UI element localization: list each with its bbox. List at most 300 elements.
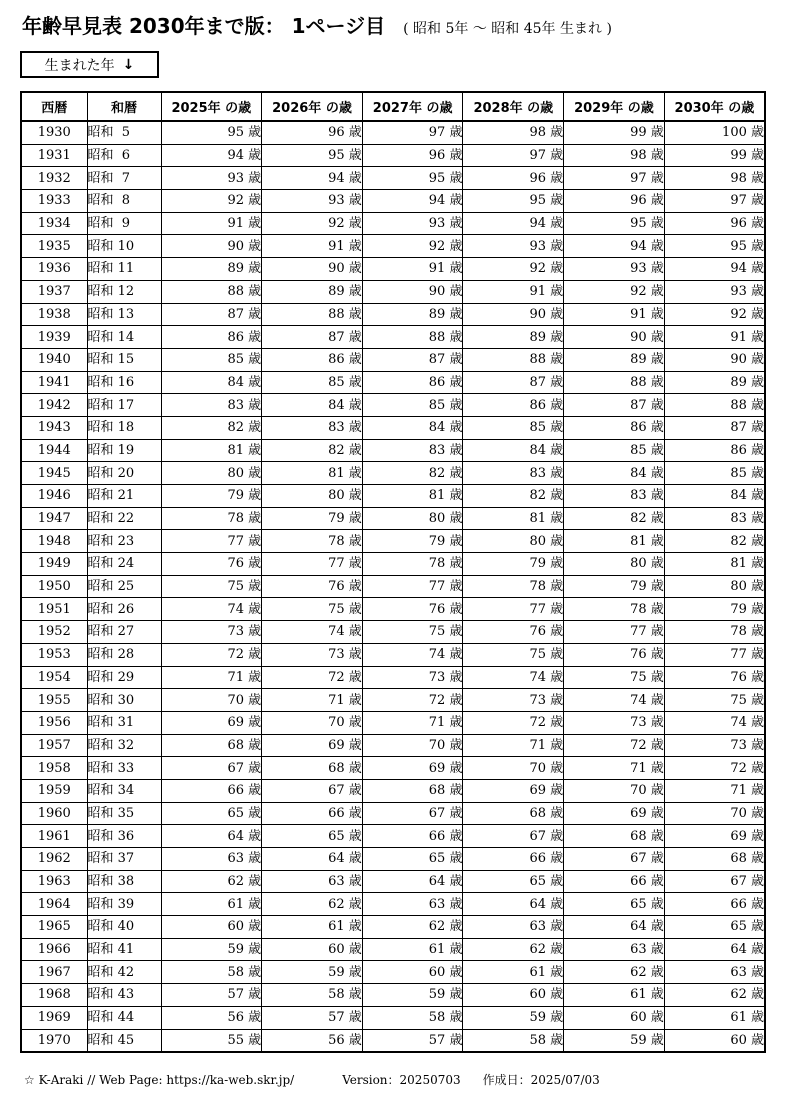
age-2025-cell: 84 歳 xyxy=(161,371,262,394)
western-year-cell: 1959 xyxy=(21,779,87,802)
age-2028-cell: 79 歳 xyxy=(463,553,564,576)
age-2029-cell: 72 歳 xyxy=(564,734,665,757)
age-2029-cell: 71 歳 xyxy=(564,757,665,780)
age-2027-cell: 64 歳 xyxy=(362,870,463,893)
age-2030-cell: 94 歳 xyxy=(664,258,765,281)
age-2027-cell: 78 歳 xyxy=(362,553,463,576)
table-row xyxy=(21,598,765,621)
age-2029-cell: 73 歳 xyxy=(564,711,665,734)
age-2029-cell: 80 歳 xyxy=(564,553,665,576)
age-2027-cell: 68 歳 xyxy=(362,779,463,802)
age-2026-cell: 65 歳 xyxy=(262,825,363,848)
western-year-cell: 1930 xyxy=(21,121,87,144)
japanese-era-cell: 昭和 7 xyxy=(87,167,161,190)
age-2026-cell: 86 歳 xyxy=(262,348,363,371)
footer-author: ☆ K-Araki // Web Page: https://ka-web.skr.jp/ xyxy=(24,1073,295,1087)
age-2030-cell: 78 歳 xyxy=(664,621,765,644)
age-2026-cell: 56 歳 xyxy=(262,1029,363,1052)
table-row xyxy=(21,575,765,598)
age-2026-cell: 77 歳 xyxy=(262,553,363,576)
age-2028-cell: 88 歳 xyxy=(463,348,564,371)
age-2026-cell: 71 歳 xyxy=(262,689,363,712)
age-2030-cell: 95 歳 xyxy=(664,235,765,258)
western-year-cell: 1942 xyxy=(21,394,87,417)
age-2028-cell: 83 歳 xyxy=(463,462,564,485)
age-2027-cell: 62 歳 xyxy=(362,916,463,939)
age-2029-cell: 63 歳 xyxy=(564,938,665,961)
age-2025-cell: 91 歳 xyxy=(161,212,262,235)
age-2030-cell: 65 歳 xyxy=(664,916,765,939)
table-row xyxy=(21,439,765,462)
japanese-era-cell: 昭和 12 xyxy=(87,280,161,303)
age-2026-cell: 78 歳 xyxy=(262,530,363,553)
age-2027-cell: 73 歳 xyxy=(362,666,463,689)
japanese-era-cell: 昭和 44 xyxy=(87,1006,161,1029)
japanese-era-cell: 昭和 6 xyxy=(87,144,161,167)
age-2028-cell: 72 歳 xyxy=(463,711,564,734)
age-2029-cell: 82 歳 xyxy=(564,507,665,530)
age-2028-cell: 68 歳 xyxy=(463,802,564,825)
table-row xyxy=(21,893,765,916)
japanese-era-cell: 昭和 33 xyxy=(87,757,161,780)
age-2027-cell: 88 歳 xyxy=(362,326,463,349)
age-2025-cell: 58 歳 xyxy=(161,961,262,984)
col-header-2026: 2026年 の歳 xyxy=(262,92,363,121)
age-2030-cell: 82 歳 xyxy=(664,530,765,553)
age-2030-cell: 84 歳 xyxy=(664,485,765,508)
table-body xyxy=(21,121,765,1052)
footer-version: Version：20250703 xyxy=(342,1073,461,1087)
table-row xyxy=(21,961,765,984)
western-year-cell: 1937 xyxy=(21,280,87,303)
age-2028-cell: 93 歳 xyxy=(463,235,564,258)
age-2030-cell: 90 歳 xyxy=(664,348,765,371)
age-2030-cell: 80 歳 xyxy=(664,575,765,598)
age-2028-cell: 97 歳 xyxy=(463,144,564,167)
age-2028-cell: 73 歳 xyxy=(463,689,564,712)
age-2028-cell: 98 歳 xyxy=(463,121,564,144)
age-2025-cell: 76 歳 xyxy=(161,553,262,576)
table-row xyxy=(21,280,765,303)
age-2025-cell: 75 歳 xyxy=(161,575,262,598)
age-2025-cell: 66 歳 xyxy=(161,779,262,802)
age-2028-cell: 61 歳 xyxy=(463,961,564,984)
col-header-2028: 2028年 の歳 xyxy=(463,92,564,121)
page-subtitle: ( 昭和 5年 ～ 昭和 45年 生まれ ) xyxy=(403,21,612,37)
age-2028-cell: 64 歳 xyxy=(463,893,564,916)
age-2026-cell: 69 歳 xyxy=(262,734,363,757)
table-row xyxy=(21,757,765,780)
age-2029-cell: 68 歳 xyxy=(564,825,665,848)
age-2028-cell: 86 歳 xyxy=(463,394,564,417)
western-year-cell: 1965 xyxy=(21,916,87,939)
age-2025-cell: 73 歳 xyxy=(161,621,262,644)
age-2027-cell: 93 歳 xyxy=(362,212,463,235)
age-2027-cell: 69 歳 xyxy=(362,757,463,780)
age-2026-cell: 95 歳 xyxy=(262,144,363,167)
western-year-cell: 1944 xyxy=(21,439,87,462)
japanese-era-cell: 昭和 17 xyxy=(87,394,161,417)
age-2025-cell: 67 歳 xyxy=(161,757,262,780)
age-2030-cell: 70 歳 xyxy=(664,802,765,825)
age-2030-cell: 75 歳 xyxy=(664,689,765,712)
age-2029-cell: 89 歳 xyxy=(564,348,665,371)
western-year-cell: 1936 xyxy=(21,258,87,281)
age-2026-cell: 58 歳 xyxy=(262,984,363,1007)
age-2029-cell: 61 歳 xyxy=(564,984,665,1007)
age-2026-cell: 76 歳 xyxy=(262,575,363,598)
age-2027-cell: 60 歳 xyxy=(362,961,463,984)
age-2029-cell: 84 歳 xyxy=(564,462,665,485)
age-2028-cell: 77 歳 xyxy=(463,598,564,621)
western-year-cell: 1935 xyxy=(21,235,87,258)
age-2025-cell: 69 歳 xyxy=(161,711,262,734)
age-2027-cell: 65 歳 xyxy=(362,848,463,871)
age-2025-cell: 82 歳 xyxy=(161,416,262,439)
age-2027-cell: 77 歳 xyxy=(362,575,463,598)
age-2025-cell: 74 歳 xyxy=(161,598,262,621)
age-2025-cell: 77 歳 xyxy=(161,530,262,553)
table-row xyxy=(21,394,765,417)
japanese-era-cell: 昭和 31 xyxy=(87,711,161,734)
age-2025-cell: 85 歳 xyxy=(161,348,262,371)
table-row xyxy=(21,666,765,689)
western-year-cell: 1950 xyxy=(21,575,87,598)
age-2030-cell: 79 歳 xyxy=(664,598,765,621)
age-2025-cell: 90 歳 xyxy=(161,235,262,258)
age-2026-cell: 85 歳 xyxy=(262,371,363,394)
japanese-era-cell: 昭和 26 xyxy=(87,598,161,621)
age-2027-cell: 76 歳 xyxy=(362,598,463,621)
page-title: 年齢早見表 2030年まで版： 1ページ目 xyxy=(22,14,386,38)
age-2030-cell: 97 歳 xyxy=(664,190,765,213)
japanese-era-cell: 昭和 37 xyxy=(87,848,161,871)
age-2025-cell: 80 歳 xyxy=(161,462,262,485)
western-year-cell: 1957 xyxy=(21,734,87,757)
western-year-cell: 1952 xyxy=(21,621,87,644)
table-row xyxy=(21,848,765,871)
table-row xyxy=(21,348,765,371)
age-2025-cell: 68 歳 xyxy=(161,734,262,757)
age-2026-cell: 73 歳 xyxy=(262,643,363,666)
age-2027-cell: 97 歳 xyxy=(362,121,463,144)
age-2027-cell: 95 歳 xyxy=(362,167,463,190)
age-2025-cell: 78 歳 xyxy=(161,507,262,530)
japanese-era-cell: 昭和 27 xyxy=(87,621,161,644)
japanese-era-cell: 昭和 42 xyxy=(87,961,161,984)
japanese-era-cell: 昭和 41 xyxy=(87,938,161,961)
western-year-cell: 1961 xyxy=(21,825,87,848)
age-2030-cell: 67 歳 xyxy=(664,870,765,893)
age-2029-cell: 85 歳 xyxy=(564,439,665,462)
western-year-cell: 1934 xyxy=(21,212,87,235)
age-2028-cell: 75 歳 xyxy=(463,643,564,666)
col-header-japanese-era: 和暦 xyxy=(87,92,161,121)
table-row xyxy=(21,326,765,349)
age-2029-cell: 96 歳 xyxy=(564,190,665,213)
col-header-2030: 2030年 の歳 xyxy=(664,92,765,121)
age-2026-cell: 88 歳 xyxy=(262,303,363,326)
age-2025-cell: 79 歳 xyxy=(161,485,262,508)
age-2028-cell: 66 歳 xyxy=(463,848,564,871)
western-year-cell: 1954 xyxy=(21,666,87,689)
age-2028-cell: 65 歳 xyxy=(463,870,564,893)
age-2030-cell: 71 歳 xyxy=(664,779,765,802)
western-year-cell: 1945 xyxy=(21,462,87,485)
arrow-down-icon: ↓ xyxy=(122,56,135,73)
table-row xyxy=(21,643,765,666)
age-2025-cell: 95 歳 xyxy=(161,121,262,144)
age-2029-cell: 75 歳 xyxy=(564,666,665,689)
age-2025-cell: 62 歳 xyxy=(161,870,262,893)
age-2026-cell: 87 歳 xyxy=(262,326,363,349)
age-2029-cell: 60 歳 xyxy=(564,1006,665,1029)
japanese-era-cell: 昭和 13 xyxy=(87,303,161,326)
japanese-era-cell: 昭和 15 xyxy=(87,348,161,371)
age-2027-cell: 86 歳 xyxy=(362,371,463,394)
western-year-cell: 1962 xyxy=(21,848,87,871)
table-row xyxy=(21,462,765,485)
age-2030-cell: 73 歳 xyxy=(664,734,765,757)
age-2025-cell: 59 歳 xyxy=(161,938,262,961)
age-2025-cell: 65 歳 xyxy=(161,802,262,825)
japanese-era-cell: 昭和 34 xyxy=(87,779,161,802)
age-2025-cell: 83 歳 xyxy=(161,394,262,417)
age-2027-cell: 96 歳 xyxy=(362,144,463,167)
japanese-era-cell: 昭和 8 xyxy=(87,190,161,213)
age-2026-cell: 64 歳 xyxy=(262,848,363,871)
japanese-era-cell: 昭和 14 xyxy=(87,326,161,349)
age-2027-cell: 58 歳 xyxy=(362,1006,463,1029)
age-2027-cell: 91 歳 xyxy=(362,258,463,281)
western-year-cell: 1949 xyxy=(21,553,87,576)
table-row xyxy=(21,507,765,530)
japanese-era-cell: 昭和 24 xyxy=(87,553,161,576)
western-year-cell: 1938 xyxy=(21,303,87,326)
age-2030-cell: 81 歳 xyxy=(664,553,765,576)
age-2028-cell: 59 歳 xyxy=(463,1006,564,1029)
age-2026-cell: 84 歳 xyxy=(262,394,363,417)
age-2030-cell: 74 歳 xyxy=(664,711,765,734)
western-year-cell: 1963 xyxy=(21,870,87,893)
age-2025-cell: 92 歳 xyxy=(161,190,262,213)
western-year-cell: 1941 xyxy=(21,371,87,394)
age-2026-cell: 81 歳 xyxy=(262,462,363,485)
age-2026-cell: 83 歳 xyxy=(262,416,363,439)
age-2030-cell: 98 歳 xyxy=(664,167,765,190)
age-2028-cell: 78 歳 xyxy=(463,575,564,598)
table-row xyxy=(21,984,765,1007)
japanese-era-cell: 昭和 11 xyxy=(87,258,161,281)
western-year-cell: 1931 xyxy=(21,144,87,167)
age-2028-cell: 71 歳 xyxy=(463,734,564,757)
age-2027-cell: 90 歳 xyxy=(362,280,463,303)
age-2029-cell: 62 歳 xyxy=(564,961,665,984)
table-row xyxy=(21,621,765,644)
age-2029-cell: 78 歳 xyxy=(564,598,665,621)
age-2029-cell: 81 歳 xyxy=(564,530,665,553)
table-row xyxy=(21,870,765,893)
col-header-2029: 2029年 の歳 xyxy=(564,92,665,121)
age-2028-cell: 70 歳 xyxy=(463,757,564,780)
age-2029-cell: 74 歳 xyxy=(564,689,665,712)
age-2026-cell: 91 歳 xyxy=(262,235,363,258)
age-2030-cell: 89 歳 xyxy=(664,371,765,394)
age-2026-cell: 94 歳 xyxy=(262,167,363,190)
table-row xyxy=(21,190,765,213)
age-2025-cell: 93 歳 xyxy=(161,167,262,190)
age-2027-cell: 72 歳 xyxy=(362,689,463,712)
age-table xyxy=(20,91,766,1053)
western-year-cell: 1943 xyxy=(21,416,87,439)
age-2027-cell: 82 歳 xyxy=(362,462,463,485)
age-2027-cell: 81 歳 xyxy=(362,485,463,508)
age-2027-cell: 84 歳 xyxy=(362,416,463,439)
age-2030-cell: 66 歳 xyxy=(664,893,765,916)
age-2029-cell: 88 歳 xyxy=(564,371,665,394)
age-2025-cell: 55 歳 xyxy=(161,1029,262,1052)
age-2026-cell: 96 歳 xyxy=(262,121,363,144)
age-2030-cell: 92 歳 xyxy=(664,303,765,326)
age-2026-cell: 90 歳 xyxy=(262,258,363,281)
western-year-cell: 1953 xyxy=(21,643,87,666)
age-2025-cell: 60 歳 xyxy=(161,916,262,939)
age-2026-cell: 59 歳 xyxy=(262,961,363,984)
japanese-era-cell: 昭和 19 xyxy=(87,439,161,462)
japanese-era-cell: 昭和 10 xyxy=(87,235,161,258)
table-row xyxy=(21,212,765,235)
age-2028-cell: 89 歳 xyxy=(463,326,564,349)
col-header-western-year: 西暦 xyxy=(21,92,87,121)
table-row xyxy=(21,938,765,961)
age-2030-cell: 86 歳 xyxy=(664,439,765,462)
table-row xyxy=(21,689,765,712)
western-year-cell: 1958 xyxy=(21,757,87,780)
age-2029-cell: 91 歳 xyxy=(564,303,665,326)
age-2028-cell: 60 歳 xyxy=(463,984,564,1007)
age-2029-cell: 65 歳 xyxy=(564,893,665,916)
col-header-2027: 2027年 の歳 xyxy=(362,92,463,121)
age-2028-cell: 74 歳 xyxy=(463,666,564,689)
age-2030-cell: 87 歳 xyxy=(664,416,765,439)
age-2030-cell: 63 歳 xyxy=(664,961,765,984)
age-2030-cell: 96 歳 xyxy=(664,212,765,235)
age-2028-cell: 67 歳 xyxy=(463,825,564,848)
age-2027-cell: 92 歳 xyxy=(362,235,463,258)
title-line xyxy=(22,10,772,40)
age-2029-cell: 64 歳 xyxy=(564,916,665,939)
age-2030-cell: 85 歳 xyxy=(664,462,765,485)
age-2027-cell: 63 歳 xyxy=(362,893,463,916)
age-2029-cell: 67 歳 xyxy=(564,848,665,871)
table-row xyxy=(21,553,765,576)
age-2026-cell: 82 歳 xyxy=(262,439,363,462)
age-2025-cell: 72 歳 xyxy=(161,643,262,666)
age-2029-cell: 79 歳 xyxy=(564,575,665,598)
japanese-era-cell: 昭和 21 xyxy=(87,485,161,508)
age-2026-cell: 74 歳 xyxy=(262,621,363,644)
age-2026-cell: 68 歳 xyxy=(262,757,363,780)
age-2030-cell: 88 歳 xyxy=(664,394,765,417)
age-2026-cell: 67 歳 xyxy=(262,779,363,802)
age-2028-cell: 92 歳 xyxy=(463,258,564,281)
age-2029-cell: 94 歳 xyxy=(564,235,665,258)
age-2026-cell: 93 歳 xyxy=(262,190,363,213)
age-2026-cell: 92 歳 xyxy=(262,212,363,235)
age-2027-cell: 71 歳 xyxy=(362,711,463,734)
table-row xyxy=(21,371,765,394)
age-2029-cell: 86 歳 xyxy=(564,416,665,439)
age-2025-cell: 70 歳 xyxy=(161,689,262,712)
age-2026-cell: 89 歳 xyxy=(262,280,363,303)
age-2029-cell: 97 歳 xyxy=(564,167,665,190)
age-2028-cell: 96 歳 xyxy=(463,167,564,190)
japanese-era-cell: 昭和 40 xyxy=(87,916,161,939)
col-header-2025: 2025年 の歳 xyxy=(161,92,262,121)
western-year-cell: 1951 xyxy=(21,598,87,621)
age-2027-cell: 87 歳 xyxy=(362,348,463,371)
birth-year-label-box xyxy=(20,51,159,78)
age-2029-cell: 93 歳 xyxy=(564,258,665,281)
age-2029-cell: 92 歳 xyxy=(564,280,665,303)
age-2027-cell: 80 歳 xyxy=(362,507,463,530)
age-2029-cell: 99 歳 xyxy=(564,121,665,144)
japanese-era-cell: 昭和 23 xyxy=(87,530,161,553)
age-2028-cell: 94 歳 xyxy=(463,212,564,235)
table-header-row xyxy=(21,92,765,121)
age-2030-cell: 68 歳 xyxy=(664,848,765,871)
age-2025-cell: 81 歳 xyxy=(161,439,262,462)
table-row xyxy=(21,485,765,508)
age-2027-cell: 66 歳 xyxy=(362,825,463,848)
age-2030-cell: 76 歳 xyxy=(664,666,765,689)
age-2027-cell: 59 歳 xyxy=(362,984,463,1007)
age-2028-cell: 58 歳 xyxy=(463,1029,564,1052)
age-2030-cell: 60 歳 xyxy=(664,1029,765,1052)
age-2030-cell: 83 歳 xyxy=(664,507,765,530)
japanese-era-cell: 昭和 45 xyxy=(87,1029,161,1052)
table-row xyxy=(21,711,765,734)
age-2026-cell: 66 歳 xyxy=(262,802,363,825)
table-row xyxy=(21,530,765,553)
western-year-cell: 1960 xyxy=(21,802,87,825)
table-row xyxy=(21,916,765,939)
table-row xyxy=(21,802,765,825)
age-2025-cell: 56 歳 xyxy=(161,1006,262,1029)
western-year-cell: 1964 xyxy=(21,893,87,916)
age-2025-cell: 63 歳 xyxy=(161,848,262,871)
age-2030-cell: 100 歳 xyxy=(664,121,765,144)
age-2030-cell: 93 歳 xyxy=(664,280,765,303)
japanese-era-cell: 昭和 28 xyxy=(87,643,161,666)
age-2025-cell: 89 歳 xyxy=(161,258,262,281)
japanese-era-cell: 昭和 32 xyxy=(87,734,161,757)
japanese-era-cell: 昭和 36 xyxy=(87,825,161,848)
table-row xyxy=(21,235,765,258)
western-year-cell: 1968 xyxy=(21,984,87,1007)
age-2025-cell: 87 歳 xyxy=(161,303,262,326)
western-year-cell: 1932 xyxy=(21,167,87,190)
western-year-cell: 1939 xyxy=(21,326,87,349)
japanese-era-cell: 昭和 25 xyxy=(87,575,161,598)
table-row xyxy=(21,167,765,190)
age-2028-cell: 80 歳 xyxy=(463,530,564,553)
japanese-era-cell: 昭和 20 xyxy=(87,462,161,485)
age-2029-cell: 76 歳 xyxy=(564,643,665,666)
japanese-era-cell: 昭和 18 xyxy=(87,416,161,439)
age-2025-cell: 94 歳 xyxy=(161,144,262,167)
age-2029-cell: 77 歳 xyxy=(564,621,665,644)
